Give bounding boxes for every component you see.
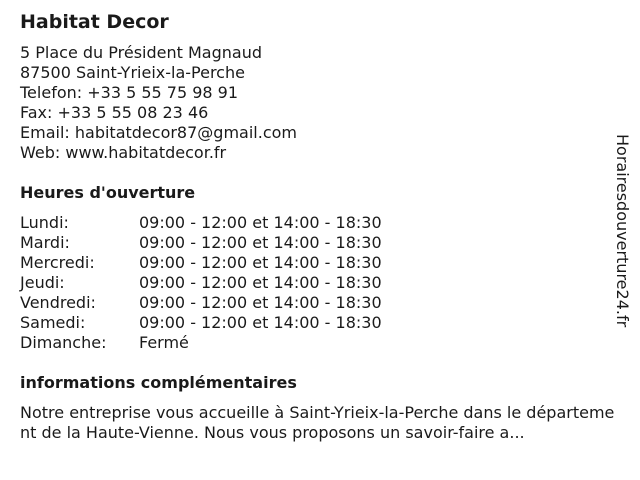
time-range: 09:00 - 12:00 et 14:00 - 18:30 <box>139 213 382 232</box>
time-range: 09:00 - 12:00 et 14:00 - 18:30 <box>139 293 382 312</box>
time-range: 09:00 - 12:00 et 14:00 - 18:30 <box>139 233 382 252</box>
day-label: Jeudi: <box>20 273 65 292</box>
fax-number: Fax: +33 5 55 08 23 46 <box>20 103 209 122</box>
time-range: 09:00 - 12:00 et 14:00 - 18:30 <box>139 253 382 272</box>
day-label: Mercredi: <box>20 253 95 272</box>
address-line-2: 87500 Saint-Yrieix-la-Perche <box>20 63 245 82</box>
phone-number: Telefon: +33 5 55 75 98 91 <box>20 83 239 102</box>
time-range: Fermé <box>139 333 189 352</box>
address-line-1: 5 Place du Président Magnaud <box>20 43 262 62</box>
day-label: Mardi: <box>20 233 70 252</box>
additional-info-heading: informations complémentaires <box>20 373 297 392</box>
day-label: Lundi: <box>20 213 69 232</box>
site-watermark: Horairesdouverture24.fr <box>613 134 632 328</box>
email-address: Email: habitatdecor87@gmail.com <box>20 123 297 142</box>
website-address: Web: www.habitatdecor.fr <box>20 143 227 162</box>
time-range: 09:00 - 12:00 et 14:00 - 18:30 <box>139 273 382 292</box>
business-name: Habitat Decor <box>20 11 169 33</box>
opening-hours-heading: Heures d'ouverture <box>20 183 196 202</box>
business-description: Notre entreprise vous accueille à Saint-Yrieix-la-Perche dans le département de la Haute-Vienne. Nous vous proposons un savoir-faire a... <box>20 403 615 442</box>
time-range: 09:00 - 12:00 et 14:00 - 18:30 <box>139 313 382 332</box>
day-label: Samedi: <box>20 313 86 332</box>
day-label: Vendredi: <box>20 293 96 312</box>
contact-block <box>20 43 297 163</box>
day-label: Dimanche: <box>20 333 107 352</box>
